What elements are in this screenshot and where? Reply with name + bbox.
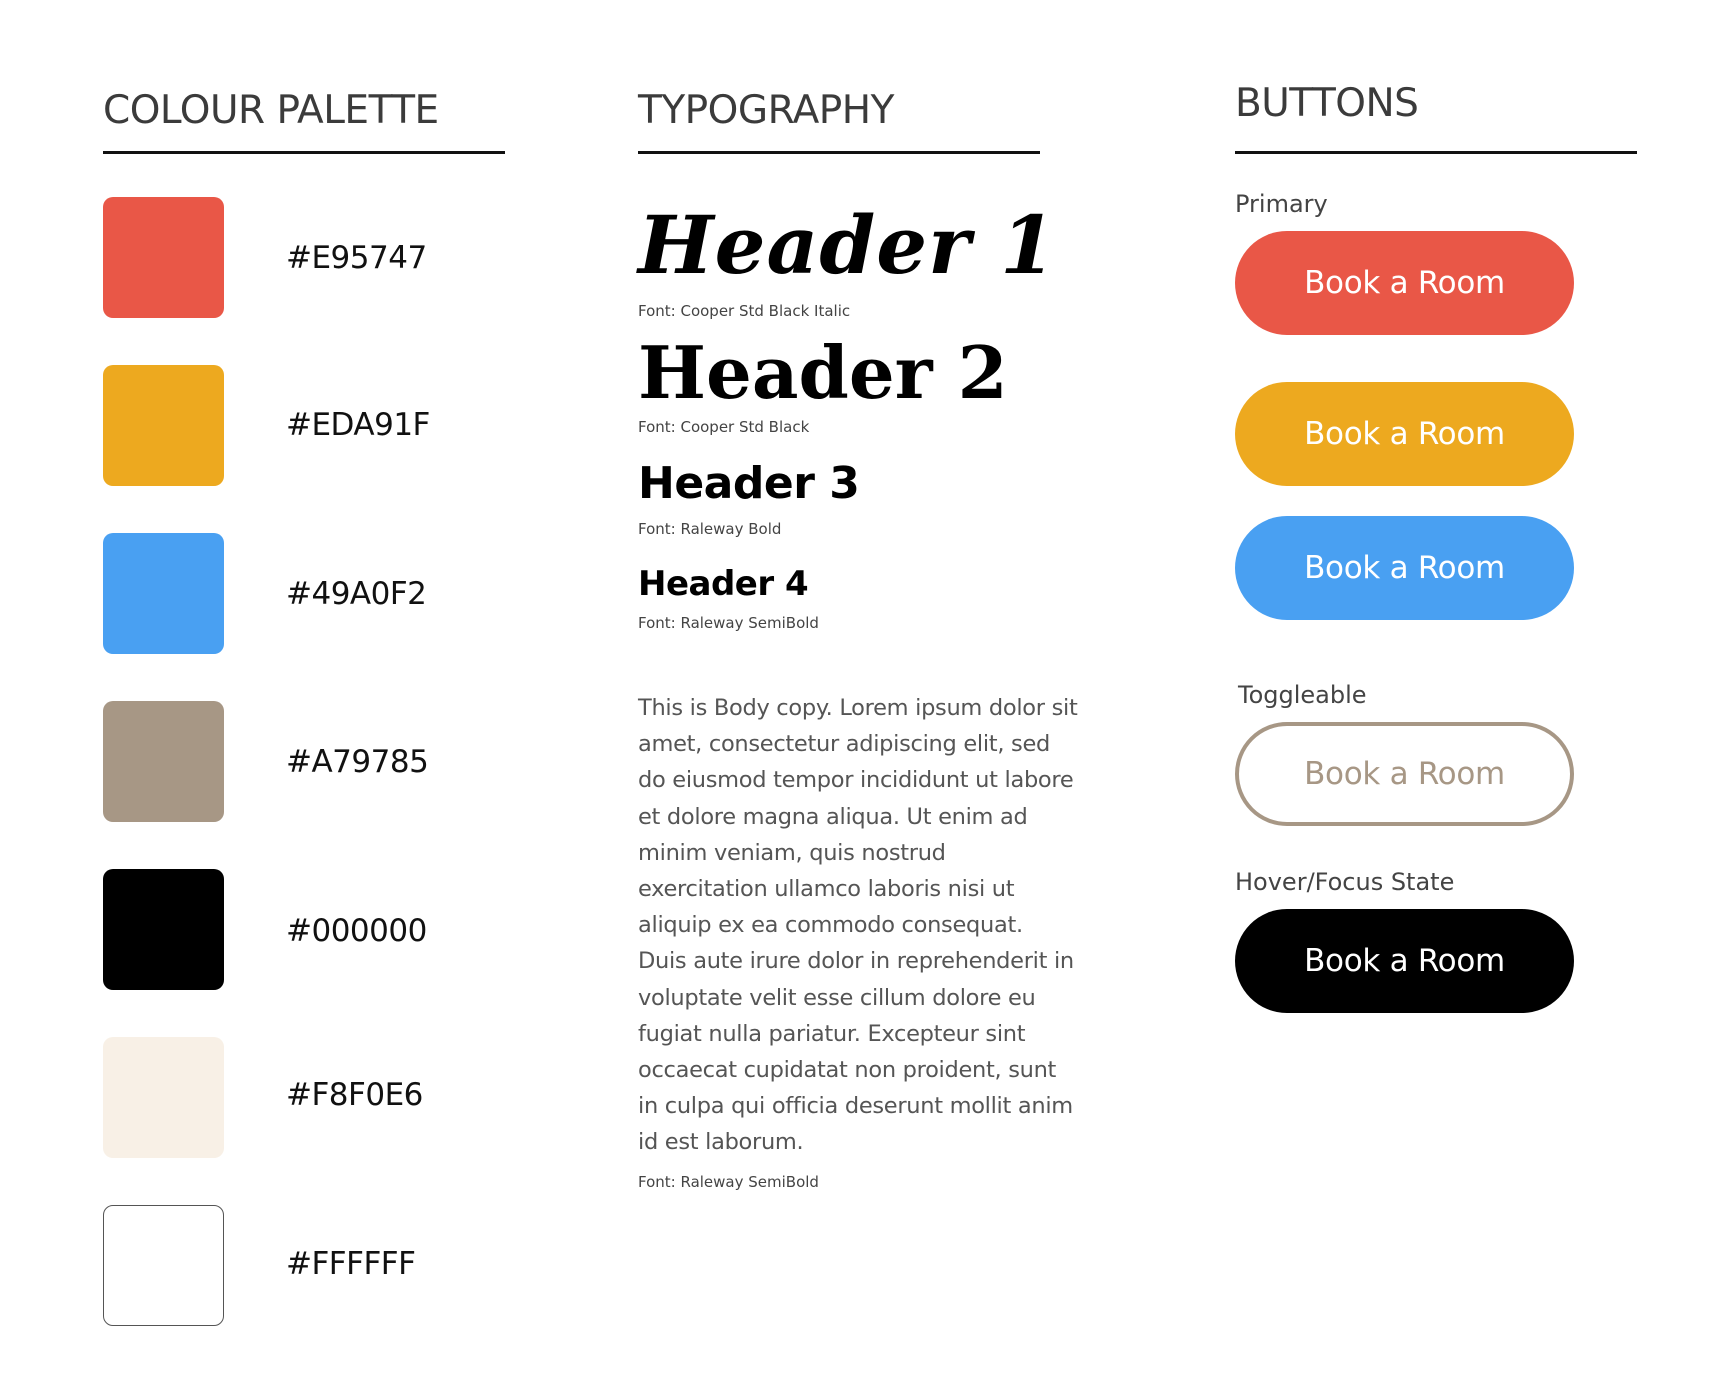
header-2-specimen: Header 2 xyxy=(638,330,1008,415)
swatch-hex-yellow: #EDA91F xyxy=(286,407,430,443)
swatch-black xyxy=(103,869,224,990)
header-2-font-note: Font: Cooper Std Black xyxy=(638,418,810,436)
body-copy-specimen: This is Body copy. Lorem ipsum dolor sit amet, consectetur adipiscing elit, sed do eiusmod tempor incididunt ut labore et dolore magna aliqua. Ut enim ad minim veniam, quis nostrud exercitation ullamco laboris nisi ut aliquip ex ea commodo consequat. Duis aute irure dolor in reprehenderit in voluptate velit esse cillum dolore eu fugiat nulla pariatur. Excepteur sint occaecat cupidatat non proident, sunt in culpa qui officia deserunt mollit anim id est laborum. xyxy=(638,695,1078,1156)
swatch-row-cream xyxy=(103,1037,523,1158)
book-room-button-blue[interactable]: Book a Room xyxy=(1235,516,1574,620)
swatch-hex-white: #FFFFFF xyxy=(286,1246,416,1282)
book-room-button-toggleable[interactable]: Book a Room xyxy=(1235,722,1574,826)
swatch-hex-red: #E95747 xyxy=(286,240,427,276)
swatch-hex-black: #000000 xyxy=(286,913,427,949)
header-3-specimen: Header 3 xyxy=(638,458,860,509)
header-4-specimen: Header 4 xyxy=(638,564,809,604)
buttons-divider xyxy=(1235,151,1637,154)
swatch-white xyxy=(103,1205,224,1326)
swatch-row-yellow xyxy=(103,365,523,486)
book-room-button-red[interactable]: Book a Room xyxy=(1235,231,1574,335)
swatch-row-red xyxy=(103,197,523,318)
swatch-cream xyxy=(103,1037,224,1158)
swatch-row-taupe xyxy=(103,701,523,822)
header-4-font-note: Font: Raleway SemiBold xyxy=(638,614,819,632)
swatch-red xyxy=(103,197,224,318)
hover-focus-label: Hover/Focus State xyxy=(1235,868,1455,896)
typography-divider xyxy=(638,151,1040,154)
swatch-hex-blue: #49A0F2 xyxy=(286,576,427,612)
header-1-specimen: Header 1 xyxy=(638,198,1057,292)
primary-label: Primary xyxy=(1235,190,1328,218)
swatch-yellow xyxy=(103,365,224,486)
swatch-hex-taupe: #A79785 xyxy=(286,744,429,780)
swatch-hex-cream: #F8F0E6 xyxy=(286,1077,423,1113)
header-1-font-note: Font: Cooper Std Black Italic xyxy=(638,302,851,320)
typography-title: TYPOGRAPHY xyxy=(638,88,894,133)
swatch-row-white xyxy=(103,1205,523,1326)
colour-palette-divider xyxy=(103,151,505,154)
book-room-button-yellow[interactable]: Book a Room xyxy=(1235,382,1574,486)
swatch-blue xyxy=(103,533,224,654)
toggleable-label: Toggleable xyxy=(1238,681,1367,709)
buttons-title: BUTTONS xyxy=(1235,81,1419,126)
header-3-font-note: Font: Raleway Bold xyxy=(638,520,782,538)
book-room-button-hover[interactable]: Book a Room xyxy=(1235,909,1574,1013)
swatch-taupe xyxy=(103,701,224,822)
swatch-row-blue xyxy=(103,533,523,654)
swatch-row-black xyxy=(103,869,523,990)
colour-palette-title: COLOUR PALETTE xyxy=(103,88,439,133)
body-copy-font-note: Font: Raleway SemiBold xyxy=(638,1173,819,1191)
